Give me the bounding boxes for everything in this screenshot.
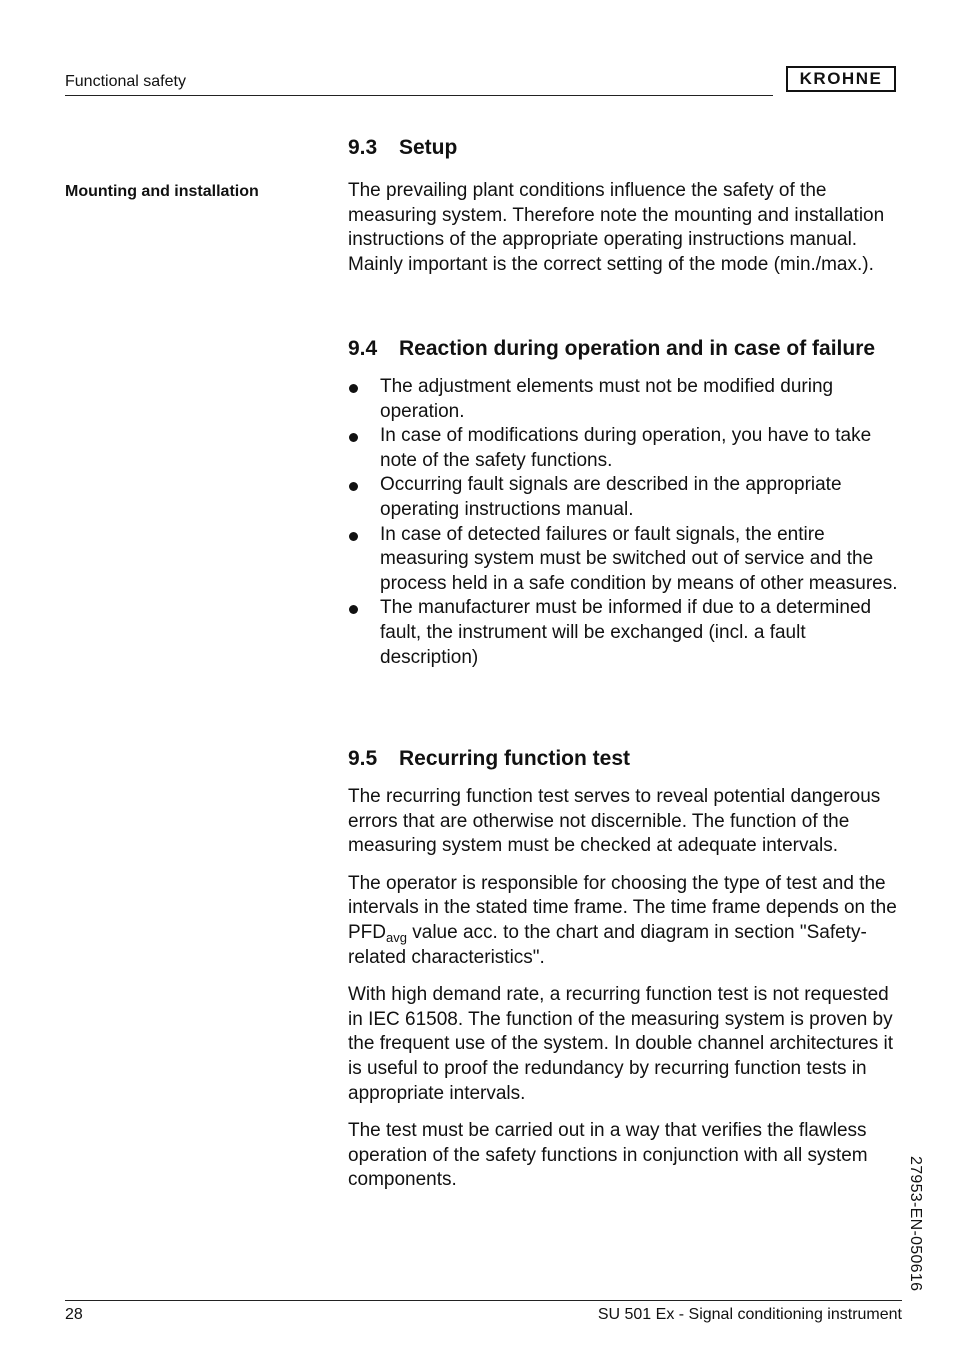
paragraph-text: The operator is responsible for choosing the type of test and the intervals in the stated time frame. The time frame depends on the PFD: [348, 872, 897, 943]
footer-title: SU 501 Ex - Signal conditioning instrument: [597, 1306, 902, 1323]
section-heading: [348, 335, 904, 362]
list-item: In case of modifications during operation, you have to take note of the safety functions.: [348, 424, 904, 473]
section-title: Reaction during operation and in case of failure: [399, 337, 876, 360]
document-code: 27953-EN-050616: [907, 1156, 924, 1292]
reaction-bullet-list: [348, 375, 904, 670]
setup-paragraph: The prevailing plant conditions influence the safety of the measuring system. Therefore note the mounting and installation instructions of the appropriate operating instructions manual. Mainly important is the correct setting of the mode (min./max.).: [348, 180, 885, 275]
header-rule: [65, 95, 773, 96]
section-number: 9.4: [348, 337, 378, 360]
pfd-subscript: avg: [386, 929, 407, 945]
section-heading: [348, 134, 904, 161]
recurring-paragraph-2: [348, 872, 904, 970]
section-title: Recurring function test: [399, 747, 631, 770]
section-number: 9.3: [348, 136, 378, 159]
list-item: Occurring fault signals are described in the appropriate operating instructions manual.: [348, 473, 904, 522]
list-item: The manufacturer must be informed if due to a determined fault, the instrument will be exchanged (incl. a fault description): [348, 596, 904, 670]
list-item: In case of detected failures or fault signals, the entire measuring system must be switched out of service and the process held in a safe condition by means of other measures.: [348, 523, 904, 597]
section-title: Setup: [399, 136, 458, 159]
section-reaction: [348, 335, 904, 670]
page-number: 28: [65, 1306, 83, 1323]
recurring-paragraph-4: The test must be carried out in a way that verifies the flawless operation of the safety functions in conjunction with all system components.: [348, 1120, 868, 1191]
list-item: The adjustment elements must not be modified during operation.: [348, 375, 904, 424]
section-setup: [348, 134, 904, 277]
section-number: 9.5: [348, 747, 378, 770]
recurring-paragraph-1: The recurring function test serves to reveal potential dangerous errors that are otherwise not discernible. The function of the measuring system must be checked at adequate intervals.: [348, 786, 881, 857]
paragraph-text: value acc. to the chart and diagram in section "Safety-related characteristics".: [348, 921, 867, 968]
section-recurring: [348, 745, 904, 1193]
section-heading: [348, 745, 904, 772]
krohne-logo: KROHNE: [786, 66, 896, 92]
header-section-title: Functional safety: [65, 73, 186, 90]
mounting-side-label: Mounting and installation: [65, 183, 259, 200]
footer-rule: [65, 1300, 902, 1301]
recurring-paragraph-3: With high demand rate, a recurring function test is not requested in IEC 61508. The function of the measuring system is proven by the frequent use of the system. In double channel architectures it is useful to proof the redundancy by recurring function tests in appropriate intervals.: [348, 984, 893, 1104]
